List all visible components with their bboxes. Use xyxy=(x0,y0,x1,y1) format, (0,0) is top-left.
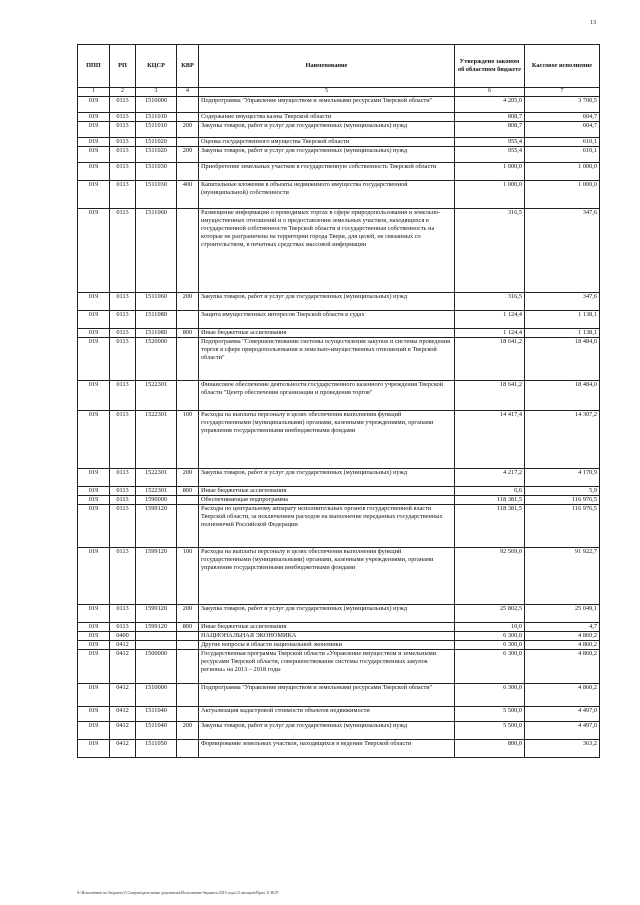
row-approved: 6,6 xyxy=(455,486,525,495)
table-row xyxy=(78,707,600,722)
row-rp: 0412 xyxy=(110,641,136,650)
row-approved: 4 205,0 xyxy=(455,96,525,112)
row-rp: 0113 xyxy=(110,622,136,631)
row-name: Обеспечивающая подпрограмма xyxy=(199,495,455,504)
row-name: Подпрограмма "Управление имуществом и земельными ресурсами Тверской области" xyxy=(199,96,455,112)
table-row xyxy=(78,468,600,486)
row-kvr: 100 xyxy=(177,410,199,468)
row-rp: 0113 xyxy=(110,328,136,337)
col-number: 6 xyxy=(455,88,525,97)
row-executed: 4 860,2 xyxy=(525,684,600,707)
row-ppp: 019 xyxy=(78,740,110,758)
row-approved: 808,7 xyxy=(455,112,525,121)
row-kvr xyxy=(177,310,199,328)
row-kvr: 200 xyxy=(177,146,199,162)
row-name: Закупка товаров, работ и услуг для государственных (муниципальных) нужд xyxy=(199,292,455,310)
table-row xyxy=(78,310,600,328)
row-rp: 0113 xyxy=(110,292,136,310)
row-executed: 1 138,1 xyxy=(525,328,600,337)
row-name: Закупка товаров, работ и услуг для государственных (муниципальных) нужд xyxy=(199,468,455,486)
row-rp: 0113 xyxy=(110,310,136,328)
row-kcsr: 1511040 xyxy=(136,722,177,740)
table-row xyxy=(78,641,600,650)
row-executed: 610,1 xyxy=(525,137,600,146)
row-name: Другие вопросы в области национальной экономики xyxy=(199,641,455,650)
row-kvr: 100 xyxy=(177,547,199,604)
row-kcsr: 1522301 xyxy=(136,410,177,468)
row-ppp: 019 xyxy=(78,641,110,650)
row-ppp: 019 xyxy=(78,310,110,328)
row-name: НАЦИОНАЛЬНАЯ ЭКОНОМИКА xyxy=(199,631,455,640)
col-number: 4 xyxy=(177,88,199,97)
col-number: 3 xyxy=(136,88,177,97)
row-ppp: 019 xyxy=(78,504,110,547)
row-kvr xyxy=(177,631,199,640)
row-executed: 1 000,0 xyxy=(525,180,600,208)
table-row xyxy=(78,604,600,622)
row-kvr xyxy=(177,137,199,146)
row-approved: 92 569,0 xyxy=(455,547,525,604)
row-executed: 4 497,0 xyxy=(525,722,600,740)
row-kvr: 200 xyxy=(177,468,199,486)
table-row xyxy=(78,504,600,547)
row-executed: 5,9 xyxy=(525,486,600,495)
row-rp: 0113 xyxy=(110,146,136,162)
table-row xyxy=(78,740,600,758)
row-executed: 4 860,2 xyxy=(525,641,600,650)
row-approved: 1 124,4 xyxy=(455,310,525,328)
row-executed: 363,2 xyxy=(525,740,600,758)
row-kcsr: 1599120 xyxy=(136,504,177,547)
row-rp: 0113 xyxy=(110,180,136,208)
row-rp: 0113 xyxy=(110,121,136,137)
row-kvr xyxy=(177,337,199,380)
row-kcsr: 1590000 xyxy=(136,495,177,504)
row-executed: 4 860,2 xyxy=(525,631,600,640)
col-header-kcsr: КЦСР xyxy=(136,45,177,88)
row-ppp: 019 xyxy=(78,410,110,468)
row-name: Оценка государственного имущества Тверской области xyxy=(199,137,455,146)
row-ppp: 019 xyxy=(78,495,110,504)
row-approved: 316,5 xyxy=(455,208,525,292)
row-executed: 18 484,0 xyxy=(525,380,600,410)
table-row xyxy=(78,622,600,631)
row-ppp: 019 xyxy=(78,121,110,137)
row-approved: 5 500,0 xyxy=(455,707,525,722)
row-kvr xyxy=(177,641,199,650)
col-number: 5 xyxy=(199,88,455,97)
row-ppp: 019 xyxy=(78,547,110,604)
row-name: Закупка товаров, работ и услуг для государственных (муниципальных) нужд xyxy=(199,604,455,622)
row-executed: 1 000,0 xyxy=(525,162,600,180)
row-executed: 91 922,7 xyxy=(525,547,600,604)
row-ppp: 019 xyxy=(78,604,110,622)
col-header-approved: Утверждено законом об областном бюджете xyxy=(455,45,525,88)
row-rp: 0113 xyxy=(110,112,136,121)
row-kcsr: 1511010 xyxy=(136,112,177,121)
row-kvr xyxy=(177,380,199,410)
row-approved: 25 802,5 xyxy=(455,604,525,622)
row-rp: 0113 xyxy=(110,410,136,468)
table-row xyxy=(78,486,600,495)
row-kcsr: 1511040 xyxy=(136,707,177,722)
row-kcsr: 1510000 xyxy=(136,684,177,707)
row-executed: 4,7 xyxy=(525,622,600,631)
budget-table xyxy=(77,44,600,758)
row-name: Иные бюджетные ассигнования xyxy=(199,328,455,337)
row-ppp: 019 xyxy=(78,486,110,495)
row-executed: 610,1 xyxy=(525,146,600,162)
row-ppp: 019 xyxy=(78,684,110,707)
row-executed: 347,6 xyxy=(525,208,600,292)
row-kcsr: 1522301 xyxy=(136,468,177,486)
row-approved: 118 381,5 xyxy=(455,495,525,504)
file-path-footer: S:\Исполнение по бюджету\5 Сопроводительные документы\Исполнение бюджета 2015 года\12 месяцев\Прил 11 ВСР xyxy=(77,890,279,895)
row-name: Актуализация кадастровой стоимости объектов недвижимости xyxy=(199,707,455,722)
row-kvr xyxy=(177,162,199,180)
col-number: 7 xyxy=(525,88,600,97)
row-rp: 0113 xyxy=(110,547,136,604)
col-header-ppp: ППП xyxy=(78,45,110,88)
row-kvr xyxy=(177,96,199,112)
row-kcsr: 1510000 xyxy=(136,96,177,112)
row-kvr xyxy=(177,112,199,121)
row-name: Приобретение земельных участков в государственную собственность Тверской области xyxy=(199,162,455,180)
table-row xyxy=(78,328,600,337)
row-rp: 0412 xyxy=(110,684,136,707)
row-rp: 0113 xyxy=(110,504,136,547)
row-kvr: 200 xyxy=(177,604,199,622)
row-kvr: 800 xyxy=(177,622,199,631)
row-rp: 0412 xyxy=(110,740,136,758)
row-rp: 0113 xyxy=(110,162,136,180)
row-name: Капитальные вложения в объекты недвижимого имущества государственной (муниципальной) собственности xyxy=(199,180,455,208)
table-row xyxy=(78,96,600,112)
row-ppp: 019 xyxy=(78,380,110,410)
row-kvr xyxy=(177,504,199,547)
row-kcsr: 1511060 xyxy=(136,292,177,310)
row-approved: 955,4 xyxy=(455,146,525,162)
row-approved: 6 300,0 xyxy=(455,684,525,707)
row-ppp: 019 xyxy=(78,96,110,112)
row-executed: 4 497,0 xyxy=(525,707,600,722)
row-executed: 18 484,0 xyxy=(525,337,600,380)
row-ppp: 019 xyxy=(78,337,110,380)
row-ppp: 019 xyxy=(78,328,110,337)
row-approved: 4 217,2 xyxy=(455,468,525,486)
row-executed: 1 138,1 xyxy=(525,310,600,328)
row-rp: 0400 xyxy=(110,631,136,640)
row-approved: 6 300,0 xyxy=(455,650,525,684)
row-name: Иные бюджетные ассигнования xyxy=(199,622,455,631)
row-approved: 10,0 xyxy=(455,622,525,631)
table-row xyxy=(78,650,600,684)
row-rp: 0412 xyxy=(110,707,136,722)
row-approved: 316,5 xyxy=(455,292,525,310)
row-kcsr xyxy=(136,631,177,640)
row-ppp: 019 xyxy=(78,292,110,310)
row-approved: 118 381,5 xyxy=(455,504,525,547)
row-name: Расходы по центральному аппарату исполнительных органов государственной власти Тверской области, за исключением расходов на выполнение переданных государственных полномочий Российской Федерации xyxy=(199,504,455,547)
row-ppp: 019 xyxy=(78,180,110,208)
row-rp: 0113 xyxy=(110,468,136,486)
row-rp: 0412 xyxy=(110,650,136,684)
row-kcsr: 1522301 xyxy=(136,380,177,410)
row-rp: 0113 xyxy=(110,486,136,495)
row-approved: 6 300,0 xyxy=(455,641,525,650)
row-kvr: 200 xyxy=(177,292,199,310)
row-approved: 808,7 xyxy=(455,121,525,137)
row-name: Расходы на выплаты персоналу в целях обеспечения выполнения функций государственными (муниципальными) органами, казенными учреждениями, органами управления государственными внебюджетными фондами xyxy=(199,547,455,604)
col-header-executed: Кассовое исполнение xyxy=(525,45,600,88)
row-name: Формирование земельных участков, находящихся в ведении Тверской области xyxy=(199,740,455,758)
row-kvr xyxy=(177,684,199,707)
row-ppp: 019 xyxy=(78,650,110,684)
row-approved: 1 000,0 xyxy=(455,180,525,208)
table-row xyxy=(78,631,600,640)
row-rp: 0113 xyxy=(110,137,136,146)
row-approved: 1 124,4 xyxy=(455,328,525,337)
row-kvr xyxy=(177,495,199,504)
row-kvr xyxy=(177,208,199,292)
table-row xyxy=(78,146,600,162)
row-executed: 347,6 xyxy=(525,292,600,310)
row-approved: 1 000,0 xyxy=(455,162,525,180)
row-kvr xyxy=(177,740,199,758)
row-kcsr: 1511030 xyxy=(136,162,177,180)
row-executed: 604,7 xyxy=(525,121,600,137)
row-kcsr: 1599120 xyxy=(136,622,177,631)
row-approved: 18 641,2 xyxy=(455,337,525,380)
row-kcsr: 1511080 xyxy=(136,310,177,328)
row-kvr: 200 xyxy=(177,121,199,137)
row-ppp: 019 xyxy=(78,112,110,121)
row-name: Иные бюджетные ассигнования xyxy=(199,486,455,495)
row-kcsr: 1511020 xyxy=(136,146,177,162)
row-kcsr: 1522301 xyxy=(136,486,177,495)
row-kcsr: 1500000 xyxy=(136,650,177,684)
row-rp: 0113 xyxy=(110,96,136,112)
row-rp: 0113 xyxy=(110,337,136,380)
row-rp: 0113 xyxy=(110,495,136,504)
row-ppp: 019 xyxy=(78,208,110,292)
row-ppp: 019 xyxy=(78,146,110,162)
row-name: Расходы на выплаты персоналу в целях обеспечения выполнения функций государственными (муниципальными) органами, казенными учреждениями, органами управления государственными внебюджетными фондами xyxy=(199,410,455,468)
row-kcsr: 1511010 xyxy=(136,121,177,137)
table-row xyxy=(78,121,600,137)
row-kcsr: 1511030 xyxy=(136,180,177,208)
row-kcsr: 1599120 xyxy=(136,547,177,604)
row-kcsr: 1599120 xyxy=(136,604,177,622)
row-ppp: 019 xyxy=(78,162,110,180)
table-row xyxy=(78,722,600,740)
row-executed: 14 307,2 xyxy=(525,410,600,468)
col-header-name: Наименование xyxy=(199,45,455,88)
table-row xyxy=(78,208,600,292)
table-row xyxy=(78,162,600,180)
row-kvr: 800 xyxy=(177,328,199,337)
row-name: Подпрограмма "Совершенствование системы осуществления закупок и системы проведения торгов в сфере природопользования и земельно-имущественных отношений в Тверской области" xyxy=(199,337,455,380)
row-executed: 116 976,5 xyxy=(525,495,600,504)
col-header-rp: РП xyxy=(110,45,136,88)
row-name: Закупка товаров, работ и услуг для государственных (муниципальных) нужд xyxy=(199,722,455,740)
column-number-row xyxy=(78,88,600,97)
row-rp: 0412 xyxy=(110,722,136,740)
row-executed: 116 976,5 xyxy=(525,504,600,547)
row-ppp: 019 xyxy=(78,468,110,486)
table-row xyxy=(78,410,600,468)
row-approved: 955,4 xyxy=(455,137,525,146)
row-approved: 6 300,0 xyxy=(455,631,525,640)
row-name: Защита имущественных интересов Тверской области в судах xyxy=(199,310,455,328)
row-approved: 5 500,0 xyxy=(455,722,525,740)
row-kvr: 400 xyxy=(177,180,199,208)
row-rp: 0113 xyxy=(110,208,136,292)
table-row xyxy=(78,292,600,310)
row-name: Государственная программа Тверской области «Управление имуществом и земельными ресурсами Тверской области, совершенствование системы государственных закупок региона» на 2013 – 2018 годы xyxy=(199,650,455,684)
table-row xyxy=(78,112,600,121)
row-kcsr: 1511020 xyxy=(136,137,177,146)
col-header-kvr: КВР xyxy=(177,45,199,88)
row-rp: 0113 xyxy=(110,604,136,622)
row-executed: 25 049,1 xyxy=(525,604,600,622)
row-executed: 3 700,5 xyxy=(525,96,600,112)
row-ppp: 019 xyxy=(78,631,110,640)
row-name: Размещение информации о проводимых торгах в сфере природопользования и земельно-имущественных отношений и о предоставлении земельных участков, находящихся в государственной собственности Тверской области и государственная собственность на которые не разграничена на территории города Твери, для целей, не связанных со строительством, в печатных средствах массовой информации xyxy=(199,208,455,292)
row-kvr: 800 xyxy=(177,486,199,495)
table-row xyxy=(78,380,600,410)
row-kcsr xyxy=(136,641,177,650)
row-name: Закупка товаров, работ и услуг для государственных (муниципальных) нужд xyxy=(199,121,455,137)
row-kcsr: 1511080 xyxy=(136,328,177,337)
row-name: Содержание имущества казны Тверской области xyxy=(199,112,455,121)
row-executed: 604,7 xyxy=(525,112,600,121)
row-ppp: 019 xyxy=(78,137,110,146)
row-rp: 0113 xyxy=(110,380,136,410)
table-row xyxy=(78,684,600,707)
table-row xyxy=(78,337,600,380)
row-name: Закупка товаров, работ и услуг для государственных (муниципальных) нужд xyxy=(199,146,455,162)
col-number: 2 xyxy=(110,88,136,97)
row-kcsr: 1511060 xyxy=(136,208,177,292)
row-ppp: 019 xyxy=(78,622,110,631)
row-executed: 4 860,2 xyxy=(525,650,600,684)
row-approved: 18 641,2 xyxy=(455,380,525,410)
row-kcsr: 1520000 xyxy=(136,337,177,380)
col-number: 1 xyxy=(78,88,110,97)
row-kcsr: 1511050 xyxy=(136,740,177,758)
row-kvr xyxy=(177,650,199,684)
row-executed: 4 170,9 xyxy=(525,468,600,486)
row-ppp: 019 xyxy=(78,707,110,722)
table-row xyxy=(78,137,600,146)
row-name: Подпрограмма "Управление имуществом и земельными ресурсами Тверской области" xyxy=(199,684,455,707)
page-number: 13 xyxy=(590,20,596,26)
row-kvr xyxy=(177,707,199,722)
header-row xyxy=(78,45,600,88)
row-name: Финансовое обеспечение деятельности государственного казенного учреждения Тверской области "Центр обеспечения организации и проведения торгов" xyxy=(199,380,455,410)
row-ppp: 019 xyxy=(78,722,110,740)
row-approved: 800,0 xyxy=(455,740,525,758)
table-row xyxy=(78,180,600,208)
table-row xyxy=(78,547,600,604)
row-approved: 14 417,4 xyxy=(455,410,525,468)
table-row xyxy=(78,495,600,504)
row-kvr: 200 xyxy=(177,722,199,740)
